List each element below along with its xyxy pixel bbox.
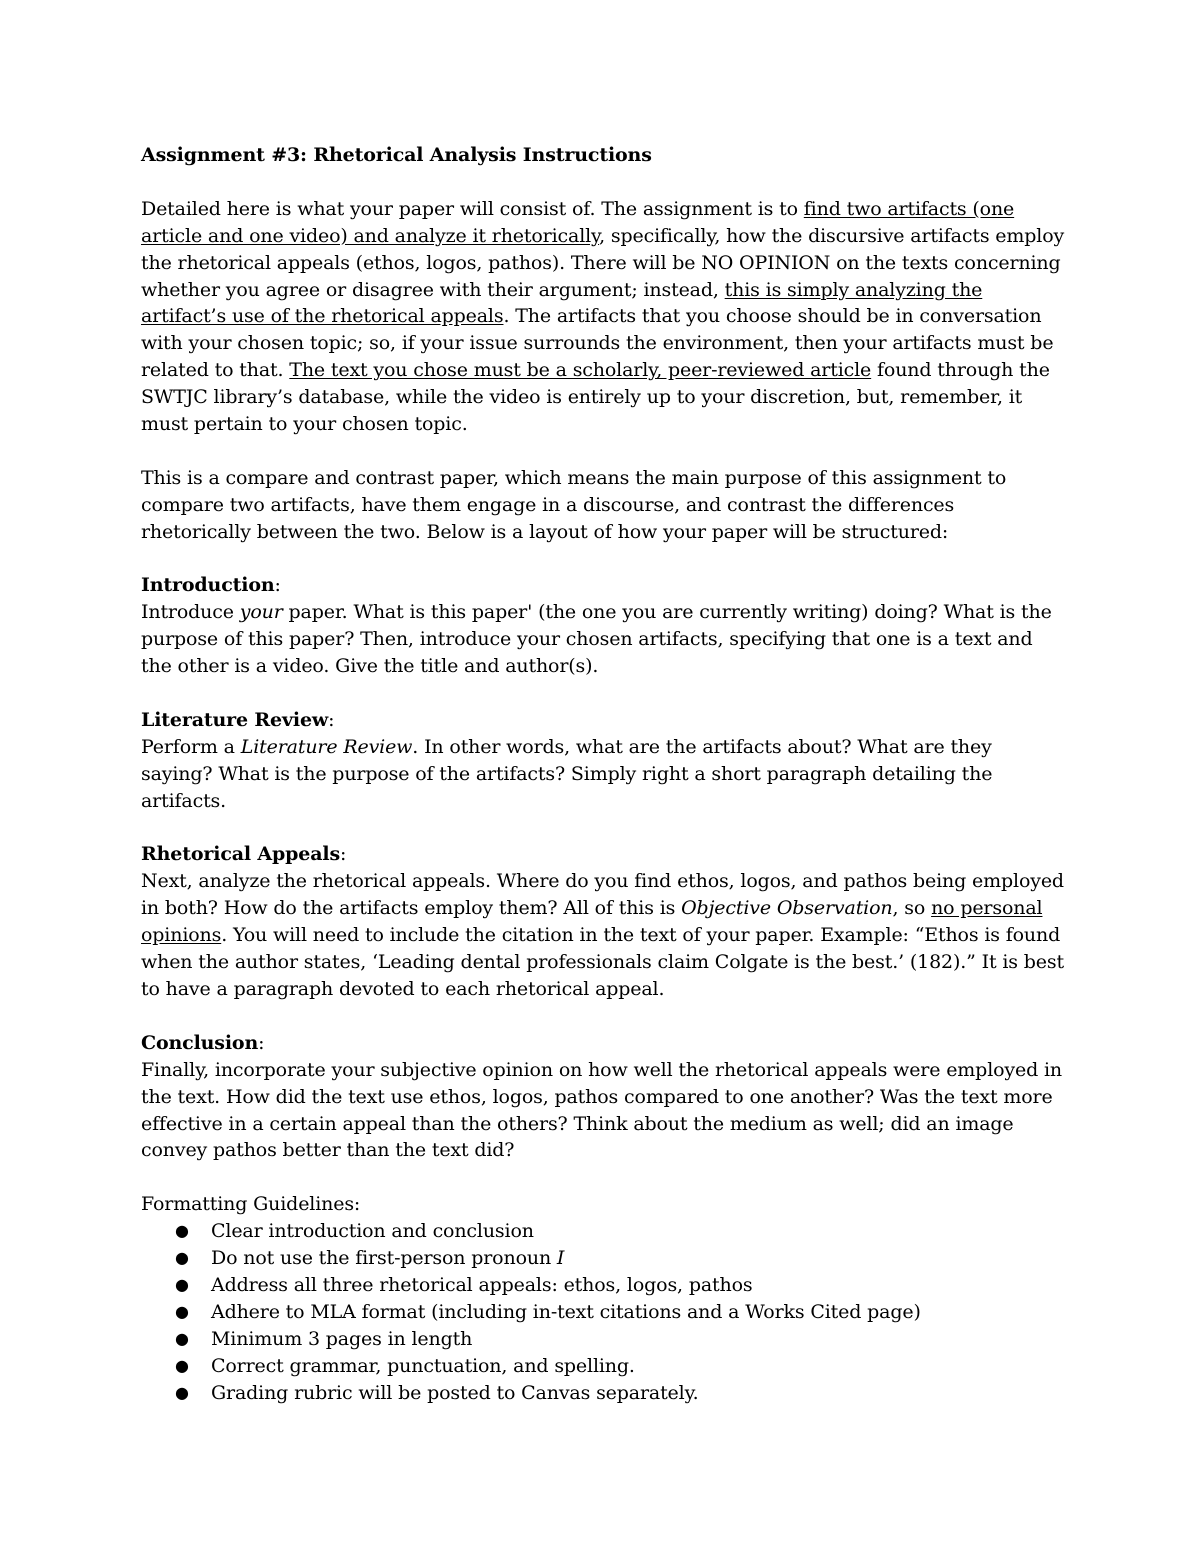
section-body-introduction: Introduce your paper. What is this paper' (the one you are currently writing) doing? What is the purpose of this paper? Then, introduce your chosen artifacts, specifying that one is a text and the other is a video. Give the title and author(s). [141,601,1052,678]
underlined-no-personal-opinions: no personal opinions [141,897,1043,947]
list-item: ● Do not use the first-person pronoun I [141,1245,1066,1272]
list-item: ● Minimum 3 pages in length [141,1326,1066,1353]
list-item: ● Correct grammar, punctuation, and spelling. [141,1353,1066,1380]
section-heading-conclusion: Conclusion: [141,1031,265,1054]
section-body-literature-review: Perform a Literature Review. In other words, what are the artifacts about? What are they saying? What is the purpose of the artifacts? Simply right a short paragraph detailing the artifacts. [141,735,993,812]
document-page [141,142,1066,1406]
bullet-icon: ● [175,1248,189,1268]
list-item: ● Grading rubric will be posted to Canvas separately. [141,1380,1066,1407]
section-heading-introduction: Introduction: [141,574,281,597]
bullet-icon: ● [175,1382,189,1402]
bullet-icon: ● [175,1274,189,1294]
bullet-icon: ● [175,1328,189,1348]
bullet-icon: ● [175,1301,189,1321]
section-heading-rhetorical-appeals: Rhetorical Appeals: [141,843,347,866]
document-title: Assignment #3: Rhetorical Analysis Instructions [141,144,652,166]
underlined-requirement-analysis: this is simply analyzing the artifact’s use of the rhetorical appeals [141,278,983,328]
section-body-rhetorical-appeals: Next, analyze the rhetorical appeals. Where do you find ethos, logos, and pathos being employed in both? How do the artifacts employ them? All of this is Objective Observation, so no personal opinions. You will need to include the citation in the text of your paper. Example: “Ethos is found when the author states, ‘Leading dental professionals claim Colgate is the best.’ (182).” It is best to have a paragraph devoted to each rhetorical appeal. [141,870,1064,1001]
intro-paragraph-1: Detailed here is what your paper will consist of. The assignment is to find two artifacts (one article and one video) and analyze it rhetorically, specifically, how the discursive artifacts employ the rhetorical appeals (ethos, logos, pathos). There will be NO OPINION on the texts concerning whether you agree or disagree with their argument; instead, this is simply analyzing the artifact’s use of the rhetorical appeals. The artifacts that you choose should be in conversation with your chosen topic; so, if your issue surrounds the environment, then your artifacts must be related to that. The text you chose must be a scholarly, peer-reviewed article found through the SWTJC library’s database, while the video is entirely up to your discretion, but, remember, it must pertain to your chosen topic. [141,197,1065,436]
list-item: ● Address all three rhetorical appeals: ethos, logos, pathos [141,1272,1066,1299]
bullet-icon: ● [175,1355,189,1375]
underlined-requirement-scholarly: The text you chose must be a scholarly, peer-reviewed article [289,359,872,382]
formatting-guidelines-list [141,1218,1066,1406]
formatting-guidelines-title: Formatting Guidelines: [141,1193,361,1216]
list-item: ● Clear introduction and conclusion [141,1218,1066,1245]
intro-paragraph-2: This is a compare and contrast paper, which means the main purpose of this assignment to compare two artifacts, have them engage in a discourse, and contrast the differences rhetorically between the two. Below is a layout of how your paper will be structured: [141,466,1007,543]
section-heading-literature-review: Literature Review: [141,708,335,731]
bullet-icon: ● [175,1221,189,1241]
list-item: ● Adhere to MLA format (including in-text citations and a Works Cited page) [141,1299,1066,1326]
section-body-conclusion: Finally, incorporate your subjective opinion on how well the rhetorical appeals were employed in the text. How did the text use ethos, logos, pathos compared to one another? Was the text more effective in a certain appeal than the others? Think about the medium as well; did an image convey pathos better than the text did? [141,1058,1062,1162]
underlined-requirement-artifacts: find two artifacts (one article and one video) and analyze it rhetorically [141,197,1015,247]
